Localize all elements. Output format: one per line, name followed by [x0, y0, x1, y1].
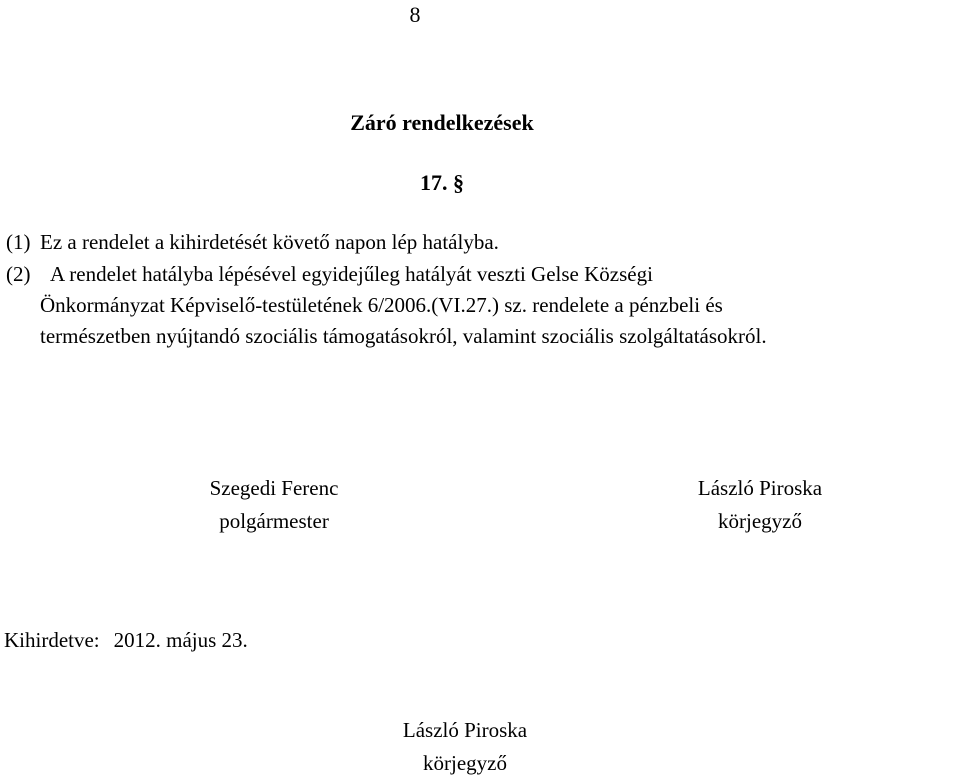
signature-name: László Piroska [402, 718, 528, 742]
signature-title: polgármester [219, 509, 329, 533]
announcement-label: Kihirdetve: [4, 628, 100, 652]
signature-block-mayor [144, 476, 404, 542]
paragraph-number: 17. § [420, 170, 464, 195]
provision-2-line-2: Önkormányzat Képviselő-testületének 6/2006.(VI.27.) sz. rendelete a pénzbeli és [40, 293, 723, 317]
section-heading: Záró rendelkezések [350, 110, 534, 135]
signature-name: Szegedi Ferenc [209, 476, 339, 500]
signature-block-notary [630, 476, 890, 542]
provision-1 [6, 230, 499, 255]
provision-2-line-3: természetben nyújtandó szociális támogatásokról, valamint szociális szolgáltatásokról. [40, 324, 767, 348]
signature-title: körjegyző [423, 751, 507, 775]
provision-2-number: (2) [6, 262, 31, 286]
provision-1-text: Ez a rendelet a kihirdetését követő napon lép hatályba. [40, 230, 499, 254]
page-number: 8 [409, 2, 421, 27]
signature-title: körjegyző [718, 509, 802, 533]
signature-name: László Piroska [697, 476, 823, 500]
signature-block-bottom [335, 718, 595, 784]
announcement [4, 628, 248, 653]
provision-2-line-1: A rendelet hatályba lépésével egyidejűleg hatályát veszti Gelse Községi [50, 262, 653, 286]
announcement-date: 2012. május 23. [113, 628, 248, 652]
provision-1-number: (1) [6, 230, 31, 254]
provision-2 [6, 262, 653, 287]
